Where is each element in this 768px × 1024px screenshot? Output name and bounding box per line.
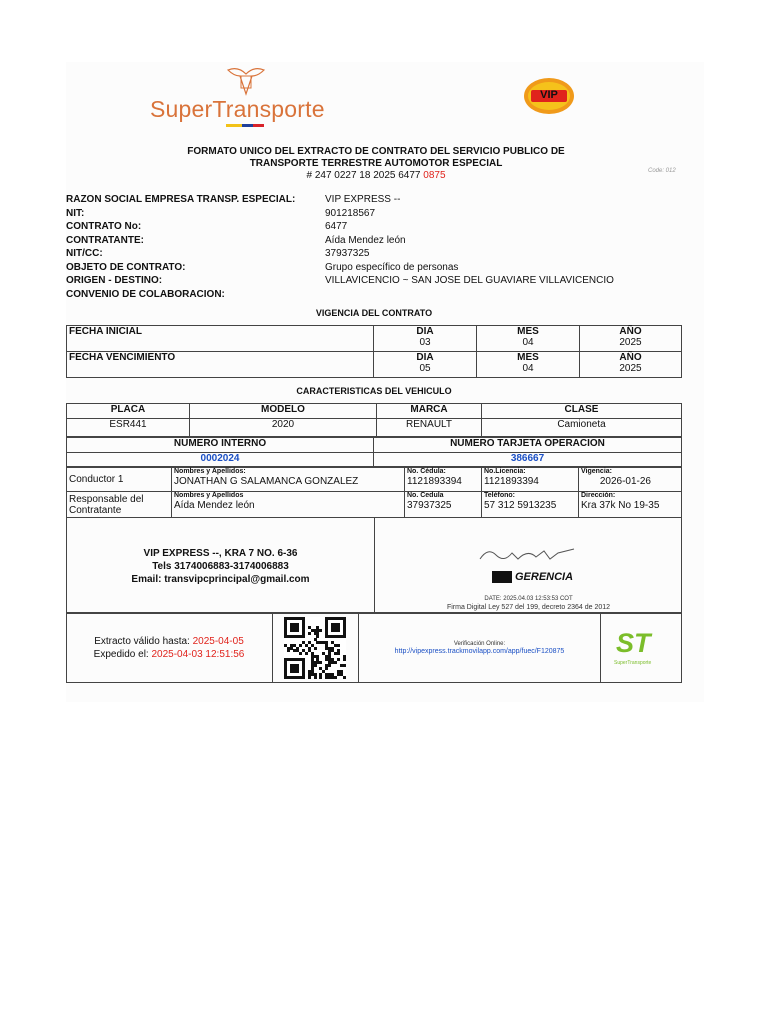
header-marca: MARCA xyxy=(377,404,482,419)
responsable-role: Responsable del Contratante xyxy=(67,492,172,518)
coat-of-arms-icon xyxy=(224,64,268,96)
empresa-info xyxy=(67,547,374,586)
document-title-line1: FORMATO UNICO DEL EXTRACTO DE CONTRATO DEL SERVICIO PUBLICO DE xyxy=(187,146,565,157)
header-placa: PLACA xyxy=(67,404,190,419)
extracto-valido: Extracto válido hasta: 2025-04-05 xyxy=(94,636,244,647)
field-label-convenio: CONVENIO DE COLABORACION: xyxy=(66,289,225,300)
document-code: Code: 012 xyxy=(648,168,676,174)
extracto-expedido: Expedido el: 2025-04-03 12:51:56 xyxy=(93,649,245,660)
field-label-razon-social: RAZON SOCIAL EMPRESA TRANSP. ESPECIAL: xyxy=(66,194,296,205)
responsable-telefono: Teléfono: 57 312 5913235 xyxy=(482,492,579,518)
field-value-nit-cc: 37937325 xyxy=(325,248,370,259)
firma-legal: Firma Digital Ley 527 del 199, decreto 2364 de 2012 xyxy=(446,604,611,611)
conductor-role: Conductor 1 xyxy=(67,468,172,492)
qr-code[interactable] xyxy=(284,617,346,679)
field-label-contratante: CONTRATANTE: xyxy=(66,235,144,246)
conductor-cedula: No. Cédula: 1121893394 xyxy=(405,468,482,492)
flag-bar xyxy=(226,124,264,127)
header-numero-interno: NUMERO INTERNO xyxy=(67,438,374,453)
marca-value: RENAULT xyxy=(377,419,482,437)
responsable-direccion: Dirección: Kra 37k No 19-35 xyxy=(579,492,682,518)
signature-icon xyxy=(478,545,578,565)
verificacion-link[interactable]: http://vipexpress.trackmovilapp.com/app/fuec/F120875 xyxy=(394,648,565,655)
vigencia-table xyxy=(66,325,682,378)
conductor-vigencia: Vigencia: 2026-01-26 xyxy=(579,468,682,492)
header-clase: CLASE xyxy=(482,404,682,419)
numero-interno-value: 0002024 xyxy=(67,453,374,467)
empresa-email: Email: transvipcprincipal@gmail.com xyxy=(131,574,310,585)
field-label-origen-destino: ORIGEN - DESTINO: xyxy=(66,275,163,286)
numeros-table xyxy=(66,437,682,467)
empresa-telefonos: Tels 3174006883-3174006883 xyxy=(152,561,289,572)
fecha-vencimiento-anio: AÑO 2025 xyxy=(580,352,682,378)
vigencia-title: VIGENCIA DEL CONTRATO xyxy=(315,308,433,318)
fecha-inicial-anio: AÑO 2025 xyxy=(580,326,682,352)
numero-tarjeta-value: 386667 xyxy=(374,453,682,467)
responsable-cedula: No. Cedula 37937325 xyxy=(405,492,482,518)
footer-divider-1 xyxy=(272,613,273,683)
responsable-nombre: Nombres y Apellidos Aída Mendez león xyxy=(172,492,405,518)
document-number: # 247 0227 18 2025 6477 0875 xyxy=(306,170,446,181)
st-logo-letters: ST xyxy=(616,628,651,658)
field-label-nit: NIT: xyxy=(66,208,85,219)
field-value-contratante: Aída Mendez león xyxy=(325,235,406,246)
st-logo xyxy=(612,628,672,668)
field-label-objeto: OBJETO DE CONTRATO: xyxy=(66,262,186,273)
placa-value: ESR441 xyxy=(67,419,190,437)
field-value-objeto: Grupo específico de personas xyxy=(325,262,459,273)
field-value-nit: 901218567 xyxy=(325,208,376,219)
vip-logo-text: VIP xyxy=(540,89,558,101)
fecha-inicial-dia: DIA 03 xyxy=(374,326,477,352)
fecha-vencimiento-dia: DIA 05 xyxy=(374,352,477,378)
vip-logo xyxy=(523,77,575,115)
footer-divider-3 xyxy=(600,613,601,683)
field-label-contrato: CONTRATO No: xyxy=(66,221,142,232)
st-logo-caption: SuperTransporte xyxy=(614,660,652,666)
fecha-inicial-mes: MES 04 xyxy=(477,326,580,352)
personas-table xyxy=(66,467,682,518)
fecha-vencimiento-label: FECHA VENCIMIENTO xyxy=(67,352,374,378)
clase-value: Camioneta xyxy=(482,419,682,437)
field-value-origen-destino: VILLAVICENCIO ~ SAN JOSE DEL GUAVIARE VILLAVICENCIO xyxy=(325,275,614,286)
vehiculo-table xyxy=(66,403,682,437)
supertransporte-logo: SuperTransporte xyxy=(150,96,325,122)
fecha-inicial-label: FECHA INICIAL xyxy=(67,326,374,352)
vehiculo-title: CARACTERISTICAS DEL VEHICULO xyxy=(296,386,452,396)
firma-date: DATE: 2025.04.03 12:53:53 COT xyxy=(484,596,573,602)
header-numero-tarjeta: NUMERO TARJETA OPERACION xyxy=(374,438,682,453)
conductor-licencia: No.Licencia: 1121893394 xyxy=(482,468,579,492)
empresa-direccion: VIP EXPRESS --, KRA 7 NO. 6-36 xyxy=(143,548,298,559)
verificacion-label: Verificación Online: xyxy=(453,641,506,647)
fecha-vencimiento-mes: MES 04 xyxy=(477,352,580,378)
header-modelo: MODELO xyxy=(190,404,377,419)
modelo-value: 2020 xyxy=(190,419,377,437)
conductor-nombre: Nombres y Apellidos: JONATHAN G SALAMANCA GONZALEZ xyxy=(172,468,405,492)
field-value-contrato: 6477 xyxy=(325,221,348,232)
gerencia-stamp: GERENCIA xyxy=(492,571,573,583)
document-title-line2: TRANSPORTE TERRESTRE AUTOMOTOR ESPECIAL xyxy=(249,158,503,169)
field-label-nit-cc: NIT/CC: xyxy=(66,248,103,259)
field-value-razon-social: VIP EXPRESS -- xyxy=(325,194,401,205)
